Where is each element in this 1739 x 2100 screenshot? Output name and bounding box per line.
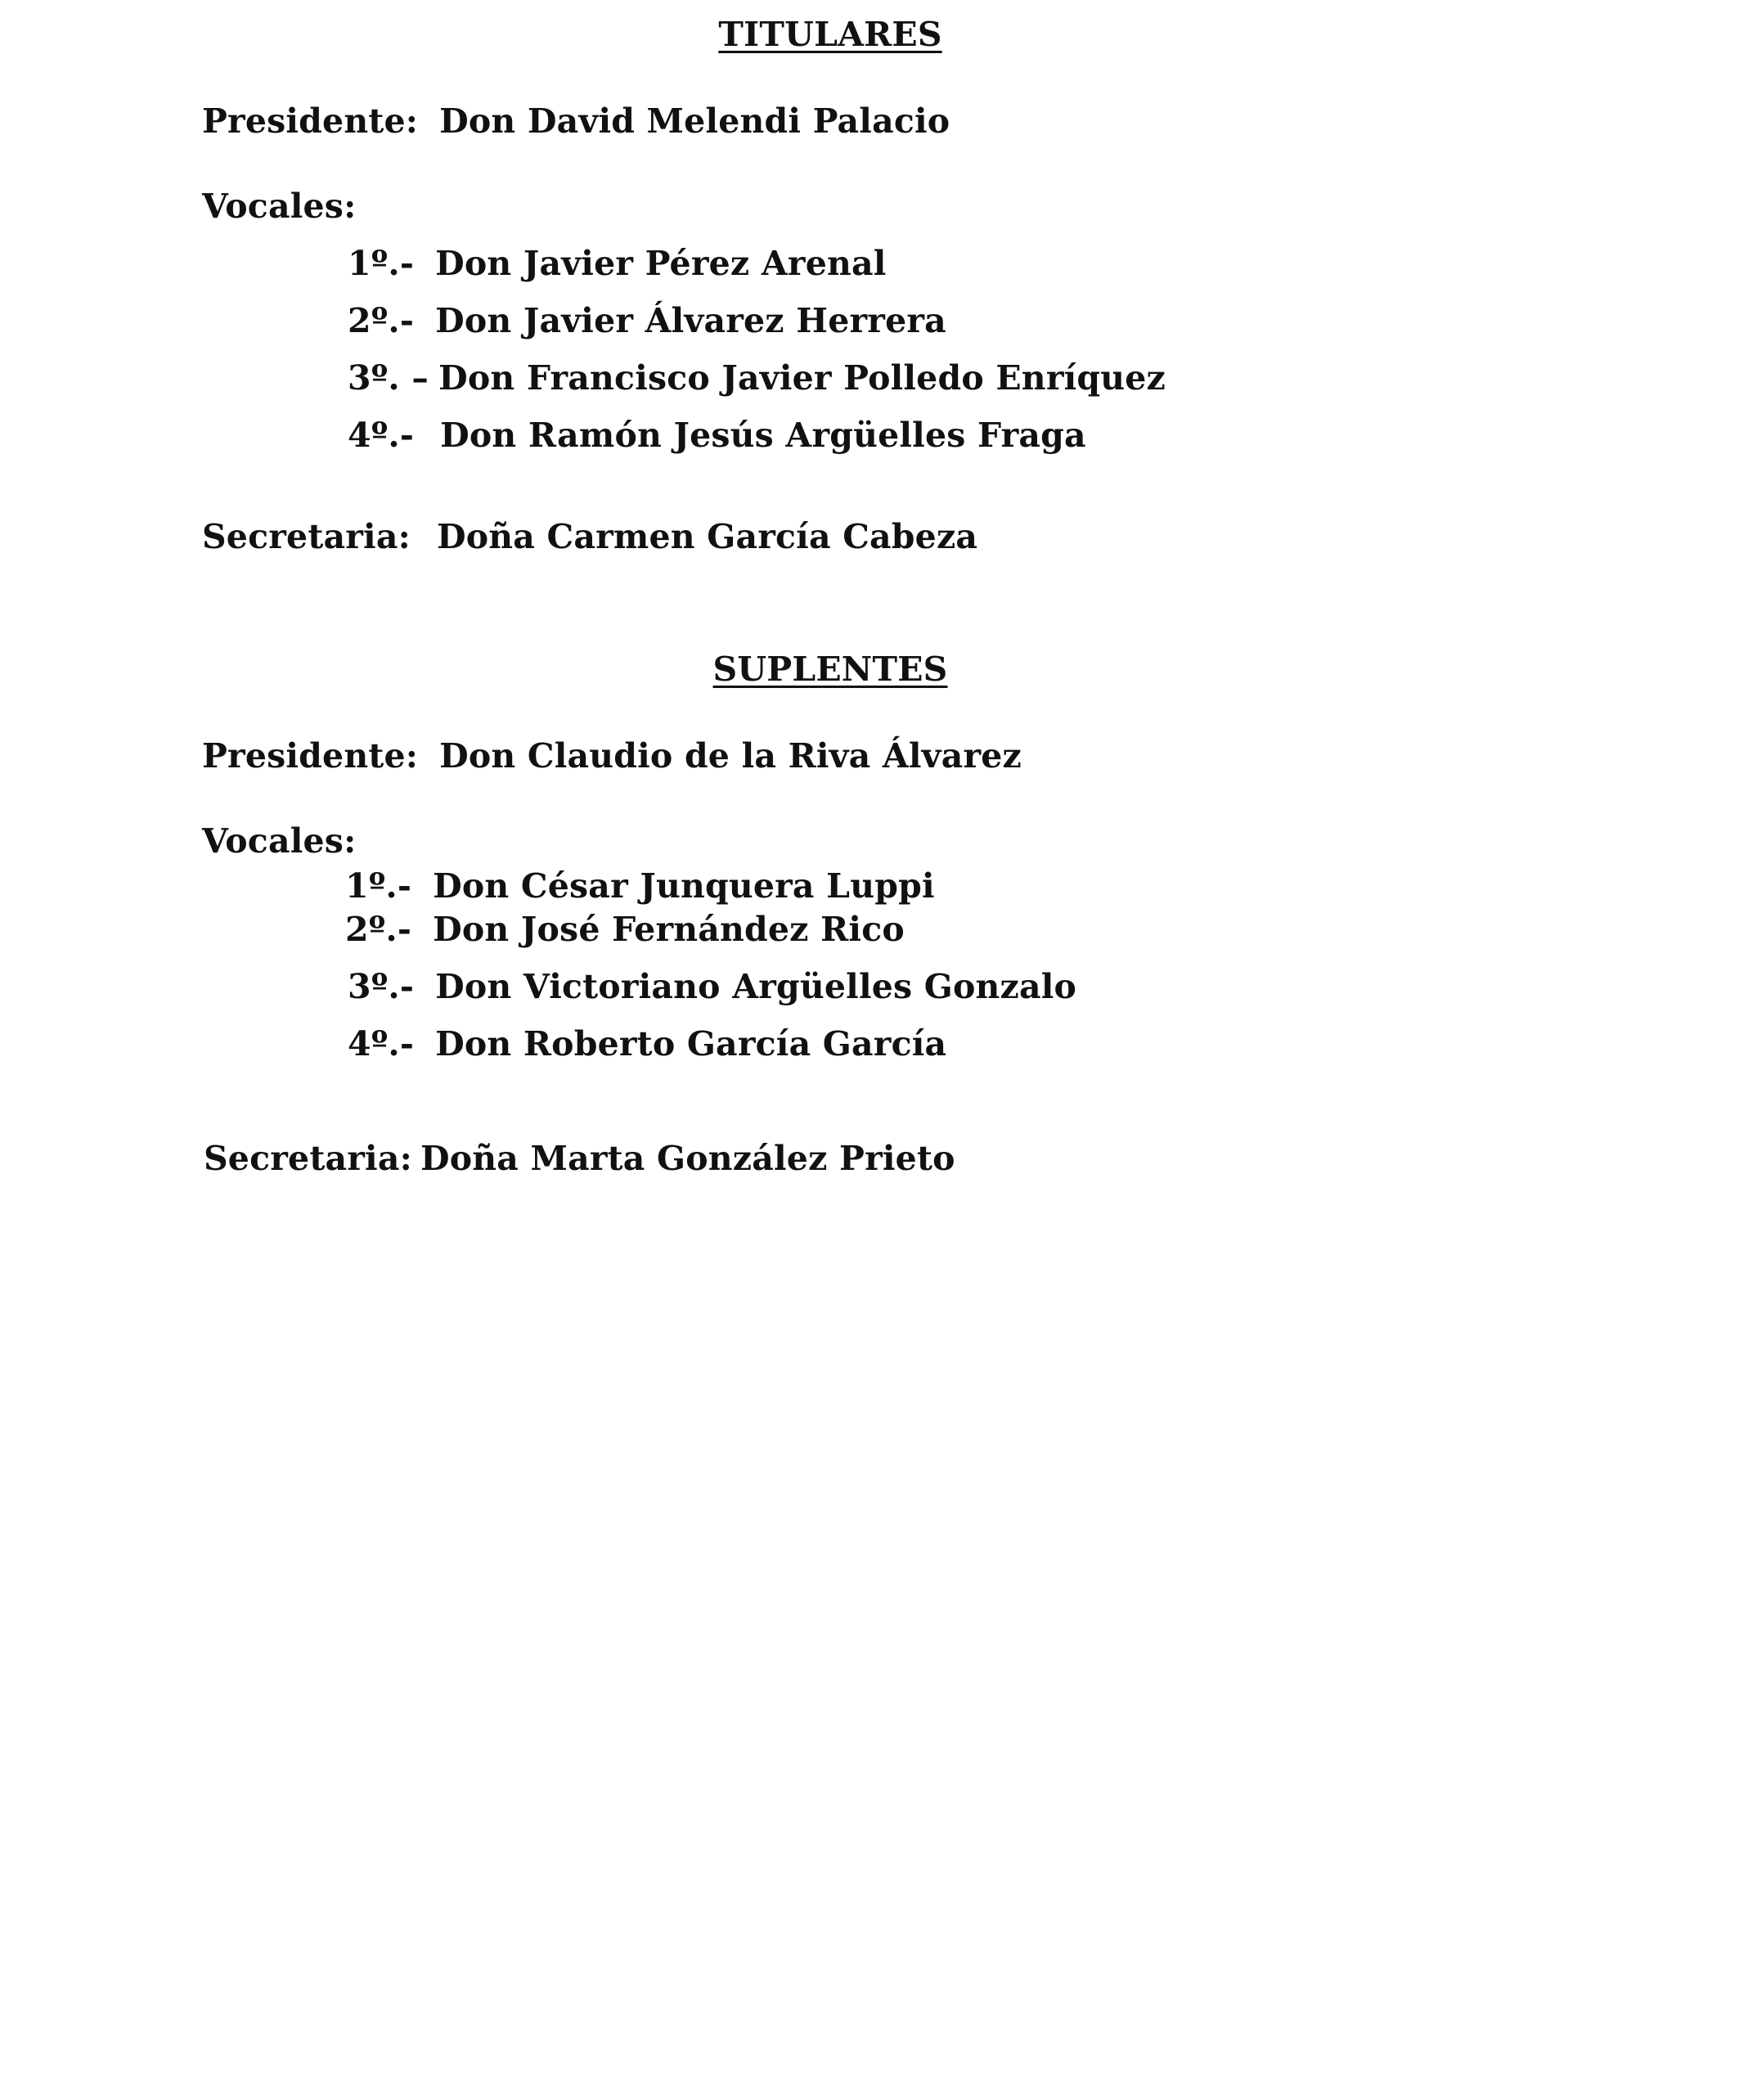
titulares-vocales-label: Vocales: — [202, 187, 357, 226]
suplentes-presidente-label: Presidente: — [202, 736, 419, 776]
suplentes-presidente-line — [202, 735, 1022, 777]
suplentes-vocal-4 — [348, 1023, 946, 1065]
vocal-name: Don César Junquera Luppi — [433, 866, 935, 906]
titulares-secretaria-line — [202, 515, 977, 558]
vocal-name: Don José Fernández Rico — [433, 910, 905, 949]
suplentes-secretaria-line — [204, 1137, 955, 1180]
vocal-number: 1º.- — [348, 244, 415, 283]
titulares-secretaria-name: Doña Carmen García Cabeza — [436, 517, 978, 556]
titulares-presidente-label: Presidente: — [202, 101, 419, 141]
titulares-vocal-3 — [348, 357, 1166, 399]
titulares-presidente-name: Don David Melendi Palacio — [439, 101, 950, 141]
titulares-presidente-line — [202, 100, 950, 142]
titulares-vocal-2 — [348, 299, 946, 342]
vocal-name: Don Javier Pérez Arenal — [435, 244, 887, 283]
vocal-name: Don Roberto García García — [435, 1024, 947, 1063]
vocal-number: 3º. – — [348, 358, 429, 398]
vocal-number: 4º.- — [348, 416, 415, 455]
vocal-name: Don Javier Álvarez Herrera — [435, 301, 946, 340]
suplentes-heading: SUPLENTES — [712, 650, 948, 689]
titulares-vocal-1 — [348, 242, 887, 285]
vocal-name: Don Francisco Javier Polledo Enríquez — [438, 358, 1166, 398]
vocal-number: 2º.- — [348, 301, 415, 340]
suplentes-secretaria-label: Secretaria: — [204, 1139, 412, 1178]
suplentes-vocal-3 — [348, 965, 1076, 1008]
suplentes-secretaria-name: Doña Marta González Prieto — [420, 1139, 955, 1178]
vocal-number: 4º.- — [348, 1024, 415, 1063]
suplentes-vocales-label: Vocales: — [202, 821, 357, 861]
titulares-secretaria-label: Secretaria: — [202, 517, 411, 556]
vocal-name: Don Victoriano Argüelles Gonzalo — [435, 967, 1077, 1006]
vocal-name: Don Ramón Jesús Argüelles Fraga — [440, 416, 1086, 455]
suplentes-vocal-2 — [345, 908, 905, 951]
suplentes-vocal-1 — [345, 865, 935, 907]
titulares-vocal-4 — [348, 414, 1086, 456]
vocal-number: 2º.- — [345, 910, 412, 949]
titulares-heading: TITULARES — [718, 15, 942, 54]
suplentes-presidente-name: Don Claudio de la Riva Álvarez — [439, 736, 1022, 776]
vocal-number: 1º.- — [345, 866, 412, 906]
vocal-number: 3º.- — [348, 967, 415, 1006]
